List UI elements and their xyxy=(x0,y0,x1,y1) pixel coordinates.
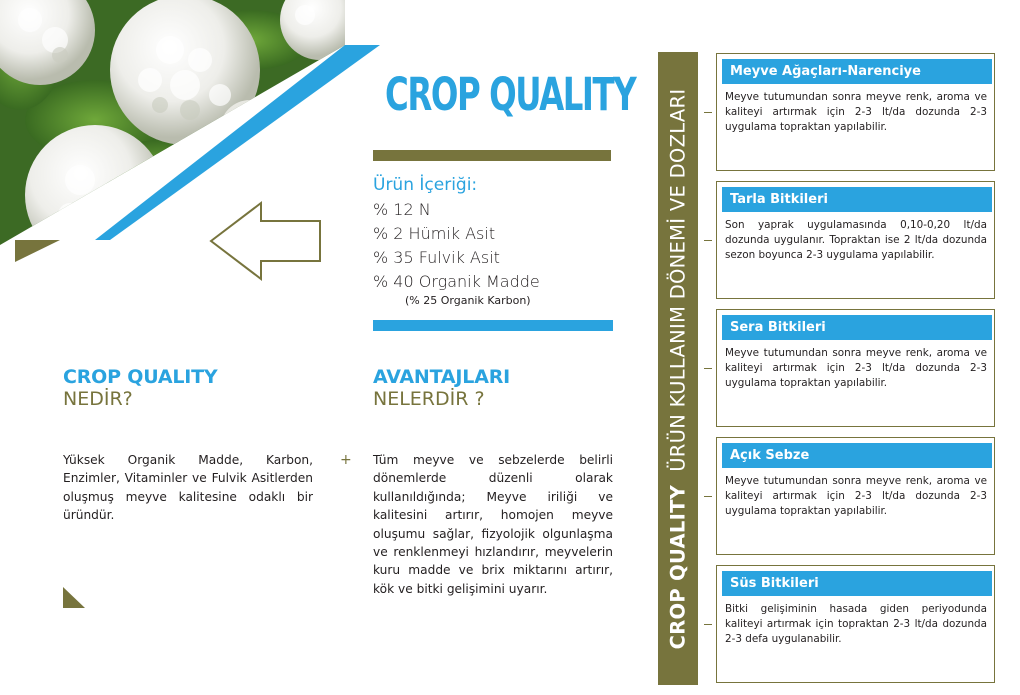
content-list xyxy=(373,198,540,308)
card-title: Süs Bitkileri xyxy=(722,571,992,596)
card-connector xyxy=(704,240,712,241)
card-meyve xyxy=(716,53,995,171)
nedir-subtitle: NEDİR? xyxy=(63,388,133,410)
avantaj-title: AVANTAJLARI xyxy=(373,366,511,388)
nedir-heading xyxy=(63,366,323,410)
content-heading: Ürün İçeriği: xyxy=(373,175,478,195)
card-text: Meyve tutumundan sonra meyve renk, aroma ve kaliteyi artırmak için 2-3 lt/da dozunda 2-3 uygulama topraktan yapılabilir. xyxy=(725,91,987,133)
left-arrow-icon xyxy=(208,200,323,282)
usage-band xyxy=(658,52,698,685)
avantaj-text: Tüm meyve ve sebzelerde belirli dönemlerde düzenli olarak kullanıldığında; Meyve iriliği ve kalitesini artırır, homojen meyve oluşumu sağlar, fizyolojik olgunlaşma ve renklenmeyi hızlandırır, meyvelerin kuru madde ve brix miktarını artırır, kök ve bitki gelişimini uyarır. xyxy=(373,453,613,596)
avantaj-subtitle: NELERDİR ? xyxy=(373,388,485,410)
blue-divider xyxy=(373,320,613,331)
nedir-title: CROP QUALITY xyxy=(63,366,218,388)
card-connector xyxy=(704,368,712,369)
nedir-text: Yüksek Organik Madde, Karbon, Enzimler, Vitaminler ve Fulvik Asitlerden oluşmuş meyve kalitesine odaklı bir üründür. xyxy=(63,453,313,523)
content-item: % 35 Fulvik Asit xyxy=(373,248,500,267)
usage-band-text: ÜRÜN KULLANIM DÖNEMİ VE DOZLARI xyxy=(666,88,690,472)
avantaj-heading xyxy=(373,366,633,410)
card-title: Tarla Bitkileri xyxy=(722,187,992,212)
card-title: Meyve Ağaçları-Narenciye xyxy=(722,59,992,84)
card-text: Meyve tutumundan sonra meyve renk, aroma ve kaliteyi artırmak için 2-3 lt/da dozunda 2-3 uygulama topraktan yapılabilir. xyxy=(725,475,987,517)
usage-band-bold: CROP QUALITY xyxy=(666,484,690,649)
card-acik-sebze xyxy=(716,437,995,555)
card-connector xyxy=(704,112,712,113)
plus-icon: + xyxy=(340,452,352,468)
olive-divider xyxy=(373,150,611,161)
cauliflower-photo xyxy=(0,0,380,250)
card-title: Sera Bitkileri xyxy=(722,315,992,340)
content-item: % 40 Organik Madde xyxy=(373,272,540,291)
olive-corner-triangle xyxy=(15,240,60,262)
card-sus xyxy=(716,565,995,683)
card-sera xyxy=(716,309,995,427)
card-connector xyxy=(704,496,712,497)
card-connector xyxy=(704,624,712,625)
content-note: (% 25 Organik Karbon) xyxy=(405,294,531,307)
card-title: Açık Sebze xyxy=(722,443,992,468)
content-item: % 12 N xyxy=(373,200,431,219)
card-text: Meyve tutumundan sonra meyve renk, aroma ve kaliteyi artırmak için 2-3 lt/da dozunda 2-3 uygulama topraktan yapılabilir. xyxy=(725,347,987,389)
card-text: Son yaprak uygulamasında 0,10-0,20 lt/da dozunda uygulanır. Topraktan ise 2 lt/da dozunda sezon boyunca 2-3 uygulama yapılabilir. xyxy=(725,219,987,261)
usage-band-label xyxy=(667,88,690,649)
content-item: % 2 Hümik Asit xyxy=(373,224,496,243)
card-text: Bitki gelişiminin hasada giden periyodunda kaliteyi artırmak için topraktan 2-3 lt/da dozunda 2-3 defa uygulanabilir. xyxy=(725,603,987,645)
olive-triangle-icon xyxy=(63,587,87,609)
page-title: CROP QUALITY xyxy=(385,68,636,121)
card-tarla xyxy=(716,181,995,299)
